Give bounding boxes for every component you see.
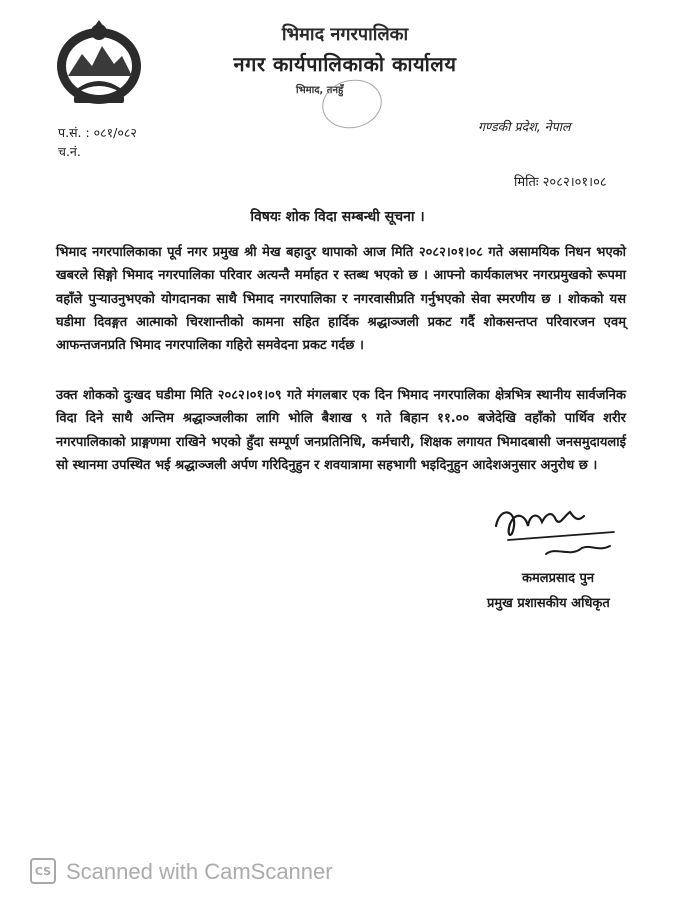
office-title: नगर कार्यपालिकाको कार्यालय [233, 52, 457, 76]
camscanner-logo-icon: CS [30, 858, 56, 884]
camscanner-watermark: Scanned with CamScanner [66, 859, 333, 884]
subject-line: विषयः शोक विदा सम्बन्धी सूचना । [250, 209, 425, 225]
signatory-name: कमलप्रसाद पुन [522, 571, 595, 586]
province-label: गण्डकी प्रदेश, नेपाल [478, 119, 571, 134]
office-location: भिमाद, तनहुँ [296, 85, 344, 96]
signature-image [486, 496, 626, 568]
body-paragraph-1: भिमाद नगरपालिकाका पूर्व नगर प्रमुख श्री मेख बहादुर थापाको आज मिति २०८२।०१।०८ गते असामयिक निधन भएको खबरले सिङ्गो भिमाद नगरपालिका परिवार अत्यन्तै मर्माहत र स्तब्ध भएको छ । आफ्नो कार्यकालभर नगरप्रमुखको रूपमा वहाँले पुर्‍याउनुभएको योगदानका साथै भिमाद नगरपालिका र नगरवासीप्रति गर्नुभएको सेवा स्मरणीय छ । शोकको यस घडीमा दिवङ्गत आत्माको चिरशान्तीको कामना सहित हार्दिक श्रद्धाञ्जली प्रकट गर्दै शोकसन्तप्त परिवारजन एवम् आफन्तजनप्रति भिमाद नगरपालिका गहिरो समवेदना प्रकट गर्दछ । [56, 245, 626, 354]
letter-date: मितिः २०८२।०१।०८ [514, 175, 607, 190]
municipality-name: भिमाद नगरपालिका [281, 24, 409, 45]
letter-number: प.सं. : ०८१/०८२ [58, 125, 137, 140]
dispatch-number: च.नं. [58, 144, 81, 159]
body-paragraph-2: उक्त शोकको दुःखद घडीमा मिति २०८२।०१।०९ गते मंगलबार एक दिन भिमाद नगरपालिका क्षेत्रभित्र स्थानीय सार्वजनिक विदा दिने साथै अन्तिम श्रद्धाञ्जलीका लागि भोलि बैशाख ९ गते बिहान ११.०० बजेदेखि वहाँको पार्थिव शरीर नगरपालिकाको प्राङ्गणमा राखिने भएको हुँदा सम्पूर्ण जनप्रतिनिधि, कर्मचारी, शिक्षक लगायत भिमादबासी जनसमुदायलाई सो स्थानमा उपस्थित भई श्रद्धाञ्जली अर्पण गरिदिनुहुन र शवयात्रामा सहभागी भइदिनुहुन आदेशअनुसार अनुरोध छ । [56, 388, 626, 473]
signatory-designation: प्रमुख प्रशासकीय अधिकृत [487, 596, 610, 611]
nepal-emblem-icon [52, 18, 146, 106]
